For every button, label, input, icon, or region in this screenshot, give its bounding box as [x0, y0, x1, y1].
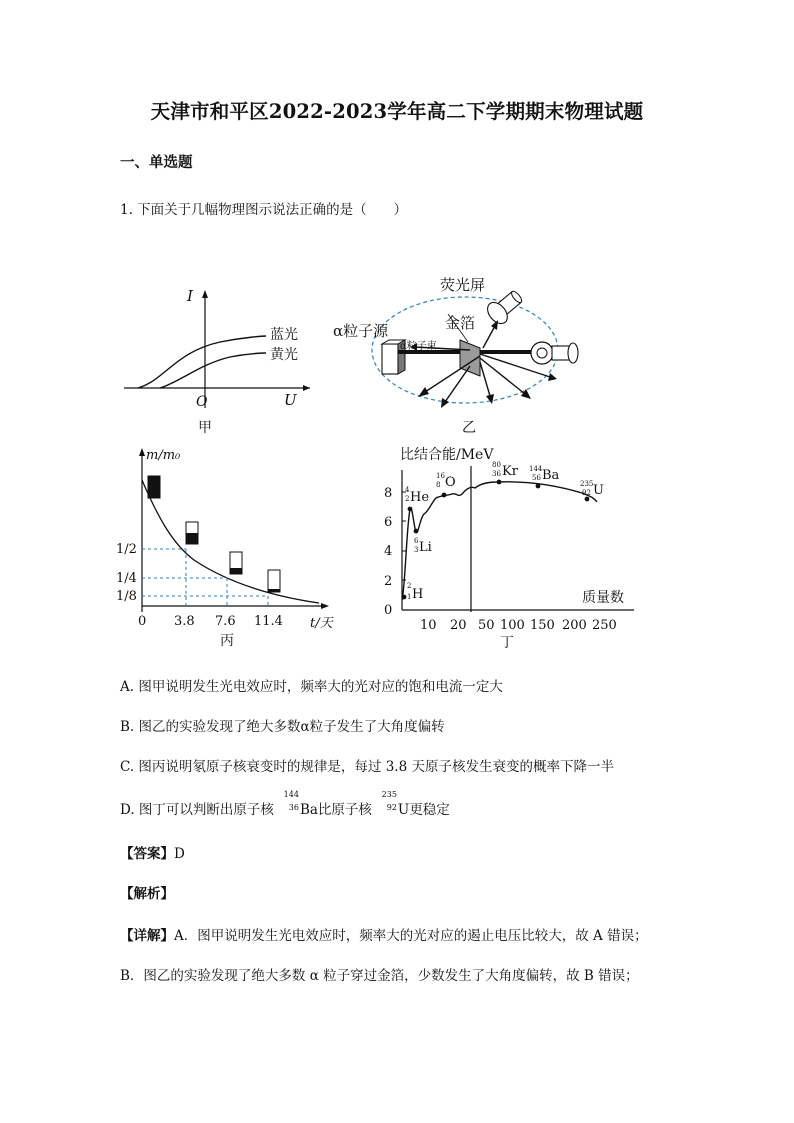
svg-text:O: O	[445, 475, 456, 490]
bing-caption: 丙	[220, 633, 234, 649]
page-title: 天津市和平区2022-2023学年高二下学期期末物理试题	[150, 100, 644, 123]
ding-xtick-250: 250	[592, 618, 617, 633]
detail-label: 【详解】	[120, 928, 174, 944]
ding-x-axis-label: 质量数	[582, 590, 624, 606]
option-c: C. 图丙说明氡原子核衰变时的规律是，每过 3.8 天原子核发生衰变的概率下降一半	[120, 759, 614, 775]
svg-text:8: 8	[436, 481, 441, 489]
nuclide-label-U	[580, 480, 604, 498]
option-b: B. 图乙的实验发现了绝大多数α粒子发生了大角度偏转	[120, 719, 445, 735]
ding-xtick-100: 100	[500, 618, 525, 633]
section-heading: 一、单选题	[120, 154, 193, 171]
nuclide-label-Li	[414, 537, 432, 555]
figure-bing-decay	[114, 440, 344, 650]
bing-x-axis-label: t/天	[310, 616, 333, 631]
svg-text:U: U	[593, 483, 604, 498]
question-stem: 1. 下面关于几幅物理图示说法正确的是（ ）	[120, 202, 408, 218]
svg-text:92: 92	[582, 489, 591, 497]
bing-ytick-half: 1/2	[116, 542, 137, 557]
svg-text:6: 6	[414, 537, 419, 545]
svg-text:56: 56	[532, 474, 541, 482]
svg-text:H: H	[412, 587, 424, 602]
yi-label-screen: 荧光屏	[440, 276, 486, 294]
svg-text:235: 235	[580, 480, 594, 488]
option-d: D. 图丁可以判断出原子核 144 36 Ba比原子核 235 92 U更稳定	[120, 790, 450, 818]
nuclide-label-Ba	[529, 465, 560, 483]
svg-text:He: He	[410, 490, 430, 505]
bing-xtick-3.8: 3.8	[174, 614, 195, 629]
bing-ytick-eighth: 1/8	[116, 589, 137, 604]
bing-xtick-0: 0	[138, 614, 147, 629]
ding-xtick-50: 50	[478, 618, 495, 633]
jia-caption: 甲	[198, 420, 212, 436]
svg-text:2: 2	[405, 495, 410, 503]
yi-label-source: α粒子源	[333, 322, 389, 340]
jia-curve-label-blue: 蓝光	[270, 327, 298, 343]
ding-caption: 丁	[500, 635, 514, 650]
bing-ytick-quarter: 1/4	[116, 571, 137, 586]
ding-xtick-20: 20	[450, 618, 467, 633]
figure-ding-binding-energy	[372, 440, 642, 650]
nuclide-label-Kr	[492, 461, 519, 479]
nuclide-ba-notation: 144 36	[283, 790, 299, 812]
detail-a-text: A．图甲说明发生光电效应时，频率大的光对应的遏止电压比较大，故 A 错误；	[174, 928, 648, 944]
analysis-label: 【解析】	[120, 886, 174, 902]
jia-y-axis-label: I	[187, 287, 193, 305]
svg-text:16: 16	[436, 472, 445, 480]
ding-xtick-10: 10	[420, 618, 437, 633]
svg-text:Ba: Ba	[542, 468, 560, 483]
nuclide-u-notation: 235 92	[381, 790, 397, 812]
svg-text:80: 80	[492, 461, 501, 469]
option-d-suffix: 更稳定	[409, 802, 450, 818]
svg-text:1: 1	[407, 593, 412, 601]
svg-text:Kr: Kr	[502, 464, 518, 479]
yi-label-beam: α粒子束	[400, 341, 437, 352]
ding-ytick-2: 2	[384, 574, 393, 589]
svg-text:144: 144	[529, 465, 543, 473]
bing-xtick-11.4: 11.4	[254, 614, 283, 629]
ding-ytick-6: 6	[384, 515, 393, 530]
yi-label-gold-foil: 金箔	[445, 314, 476, 332]
svg-text:3: 3	[414, 546, 419, 554]
svg-text:4: 4	[405, 486, 410, 494]
figure-yi-rutherford	[330, 270, 600, 438]
figure-jia-photoelectric	[120, 282, 320, 437]
ding-ytick-0: 0	[384, 603, 393, 618]
svg-text:2: 2	[407, 582, 412, 590]
ding-y-axis-label: 比结合能/MeV	[400, 447, 494, 463]
answer-line	[120, 842, 185, 862]
svg-text:Li: Li	[419, 540, 432, 555]
ding-xtick-200: 200	[562, 618, 587, 633]
yellow-light-curve	[160, 353, 266, 388]
bing-y-axis-label: m/m₀	[146, 448, 181, 463]
svg-text:36: 36	[492, 470, 501, 478]
jia-origin-label: O	[196, 394, 208, 410]
detail-line-b: B．图乙的实验发现了绝大多数 α 粒子穿过金箔，少数发生了大角度偏转，故 B 错误；	[120, 968, 639, 984]
option-a: A. 图甲说明发生光电效应时，频率大的光对应的饱和电流一定大	[120, 679, 503, 695]
nuclide-label-H	[407, 582, 423, 602]
nuclide-label-O	[436, 472, 456, 490]
jia-x-axis-label: U	[284, 391, 297, 409]
ding-ytick-8: 8	[384, 486, 393, 501]
nuclide-label-He	[405, 486, 429, 505]
option-d-prefix: D. 图丁可以判断出原子核	[120, 802, 274, 818]
jia-curve-label-yellow: 黄光	[270, 347, 298, 363]
decay-curve	[142, 480, 319, 603]
ding-ytick-4: 4	[384, 544, 393, 559]
blue-light-curve	[138, 336, 266, 388]
detail-line-a	[120, 924, 648, 944]
option-d-mid: 比原子核	[317, 802, 372, 818]
answer-value: D	[174, 846, 185, 862]
bing-xtick-7.6: 7.6	[215, 614, 236, 629]
yi-caption: 乙	[462, 420, 476, 436]
answer-label: 【答案】	[120, 846, 174, 862]
ding-xtick-150: 150	[530, 618, 555, 633]
